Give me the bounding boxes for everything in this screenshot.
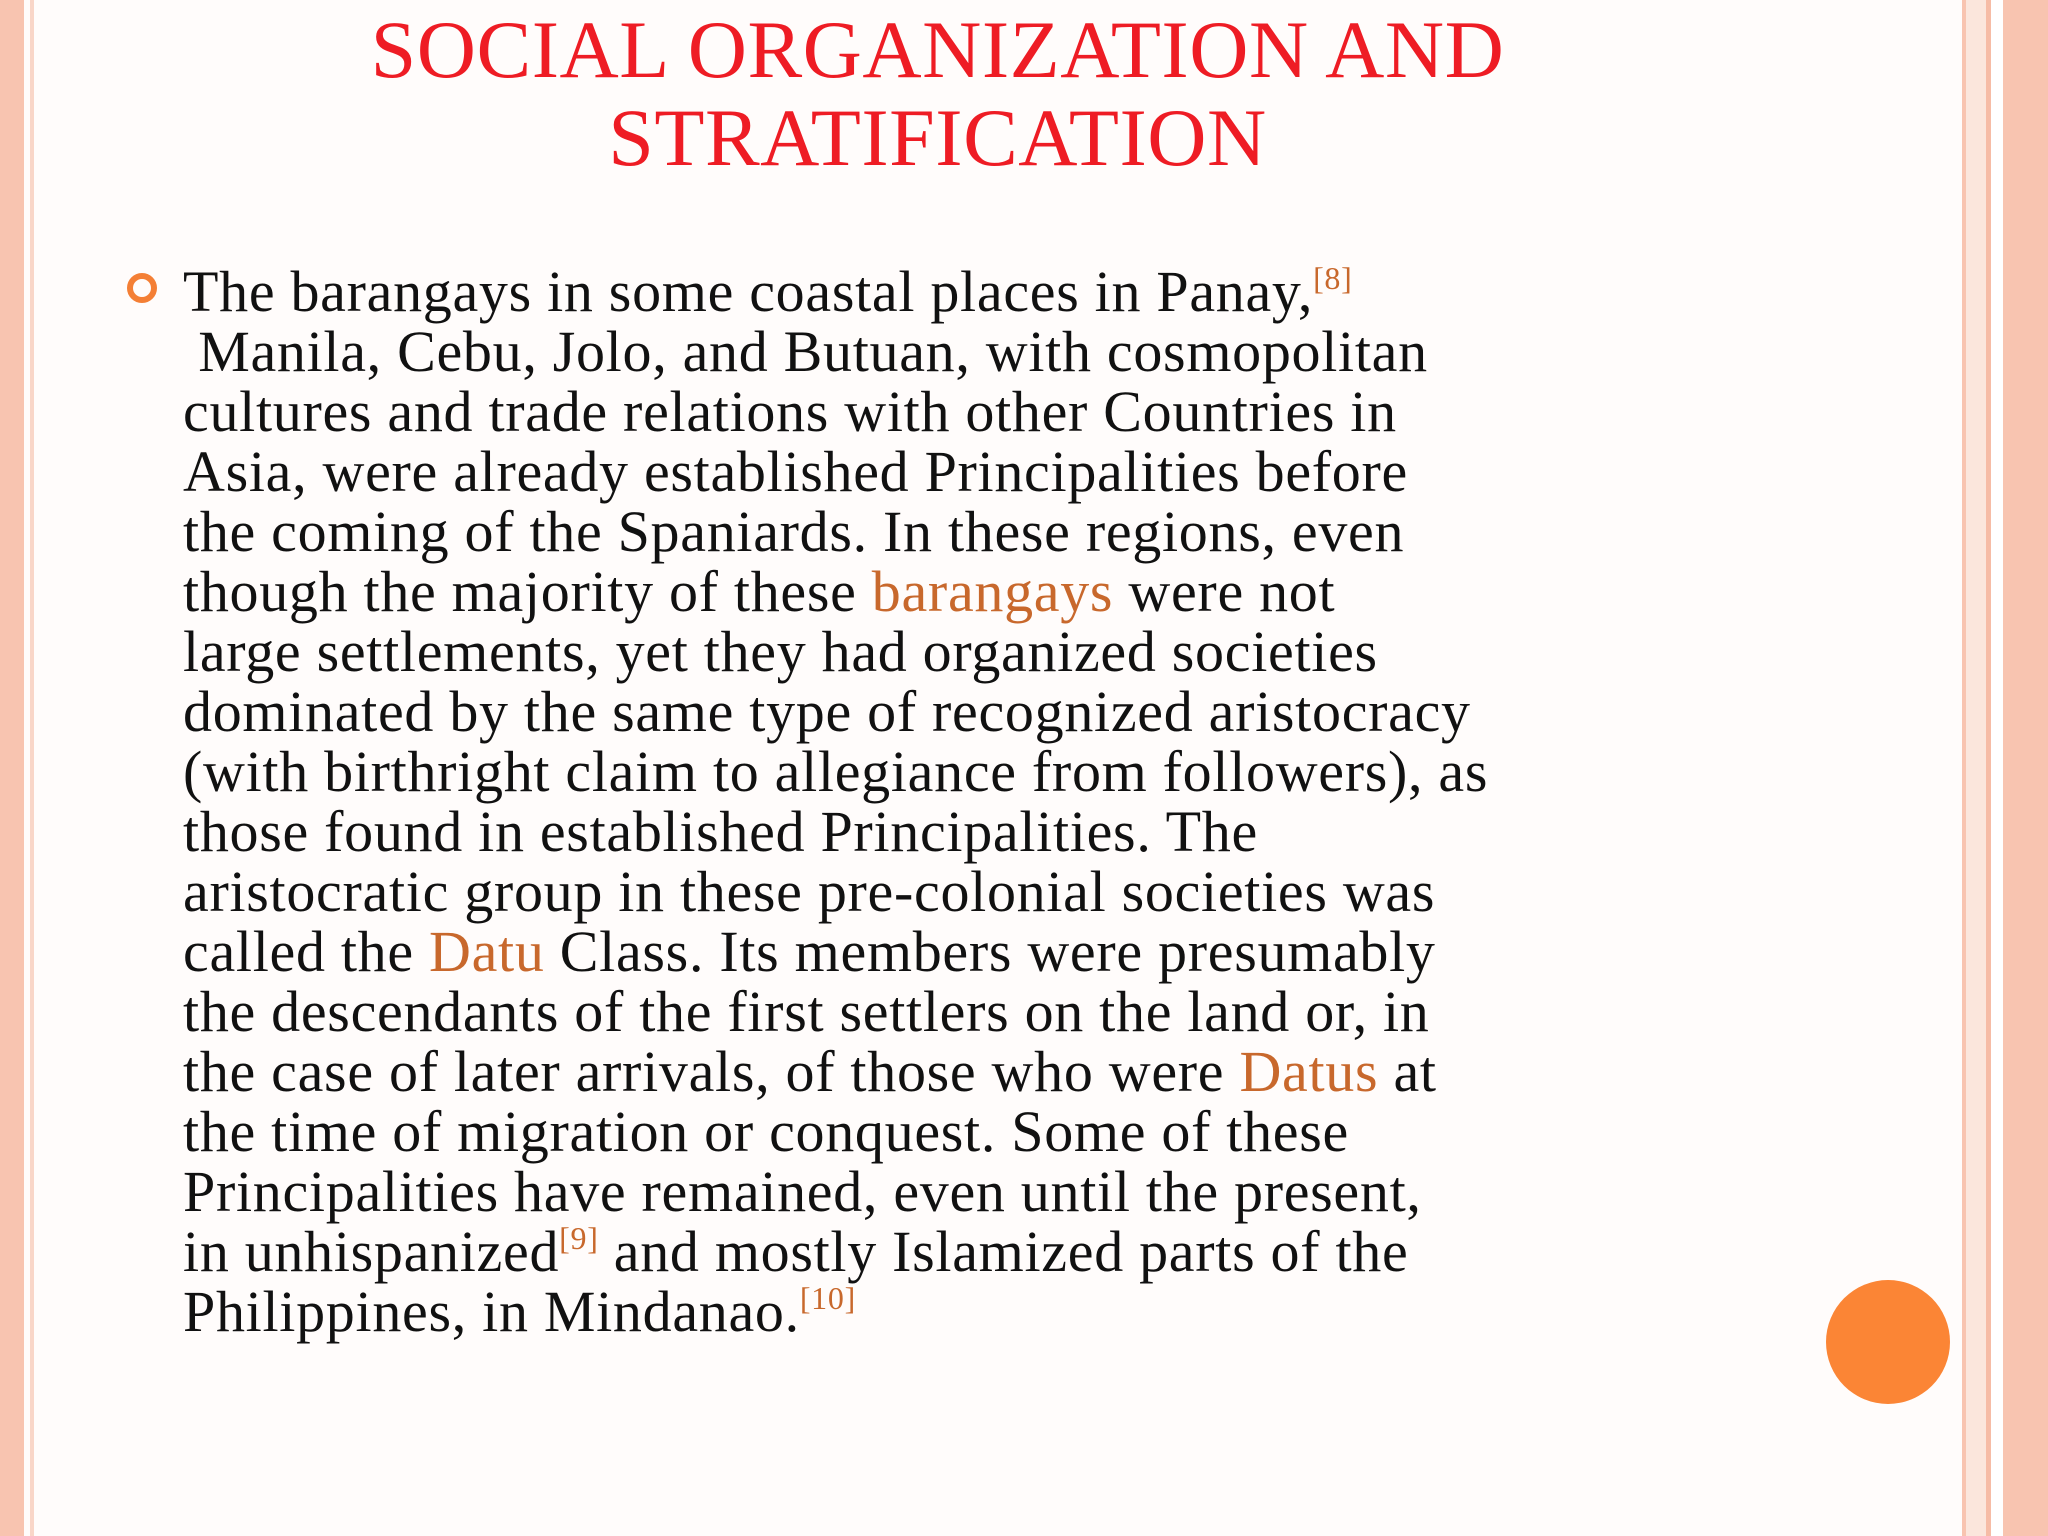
- reference-8-link[interactable]: [8]: [1313, 260, 1353, 296]
- right-border-line-outer: [2003, 0, 2048, 1536]
- left-border-line: [30, 0, 34, 1536]
- text-line: aristocratic group in these pre-colonial societies was: [183, 859, 1436, 924]
- text-line: called the: [183, 919, 430, 984]
- title-line-1: SOCIAL ORGANIZATION AND: [370, 4, 1505, 95]
- text-line: Class. Its members were presumably: [544, 919, 1436, 984]
- datu-link[interactable]: Datu: [429, 919, 545, 984]
- right-border-gap: [1991, 0, 2003, 1536]
- text-line: Asia, were already established Principalities before: [183, 439, 1408, 504]
- text-line: (with birthright claim to allegiance from followers), as: [183, 739, 1489, 804]
- text-line: Manila, Cebu, Jolo, and Butuan, with cosmopolitan: [183, 319, 1428, 384]
- text-line: Philippines, in Mindanao.: [183, 1279, 800, 1344]
- text-line: Principalities have remained, even until the present,: [183, 1159, 1422, 1224]
- slide-title: [200, 6, 1675, 182]
- barangays-link[interactable]: barangays: [871, 559, 1114, 624]
- text-line: in unhispanized: [183, 1219, 560, 1284]
- left-border-bar: [0, 0, 24, 1536]
- text-line: those found in established Principalities. The: [183, 799, 1258, 864]
- reference-9-link[interactable]: [9]: [559, 1220, 599, 1256]
- text-line: were not: [1113, 559, 1336, 624]
- text-line: dominated by the same type of recognized aristocracy: [183, 679, 1471, 744]
- text-line: cultures and trade relations with other Countries in: [183, 379, 1397, 444]
- text-line: at: [1378, 1039, 1437, 1104]
- decorative-orange-circle: [1826, 1280, 1950, 1404]
- datus-link[interactable]: Datus: [1239, 1039, 1379, 1104]
- circle-bullet-icon: [127, 273, 157, 303]
- right-border-band: [1966, 0, 1986, 1536]
- text-line: The barangays in some coastal places in Panay,: [183, 259, 1314, 324]
- text-line: the coming of the Spaniards. In these regions, even: [183, 499, 1405, 564]
- text-line: large settlements, yet they had organized societies: [183, 619, 1378, 684]
- text-line: and mostly Islamized parts of the: [598, 1219, 1409, 1284]
- text-line: though the majority of these: [183, 559, 872, 624]
- body-paragraph: [183, 259, 1783, 1344]
- title-line-2: STRATIFICATION: [608, 92, 1267, 183]
- text-line: the case of later arrivals, of those who were: [183, 1039, 1240, 1104]
- text-line: the descendants of the first settlers on the land or, in: [183, 979, 1430, 1044]
- text-line: the time of migration or conquest. Some of these: [183, 1099, 1349, 1164]
- reference-10-link[interactable]: [10]: [799, 1280, 856, 1316]
